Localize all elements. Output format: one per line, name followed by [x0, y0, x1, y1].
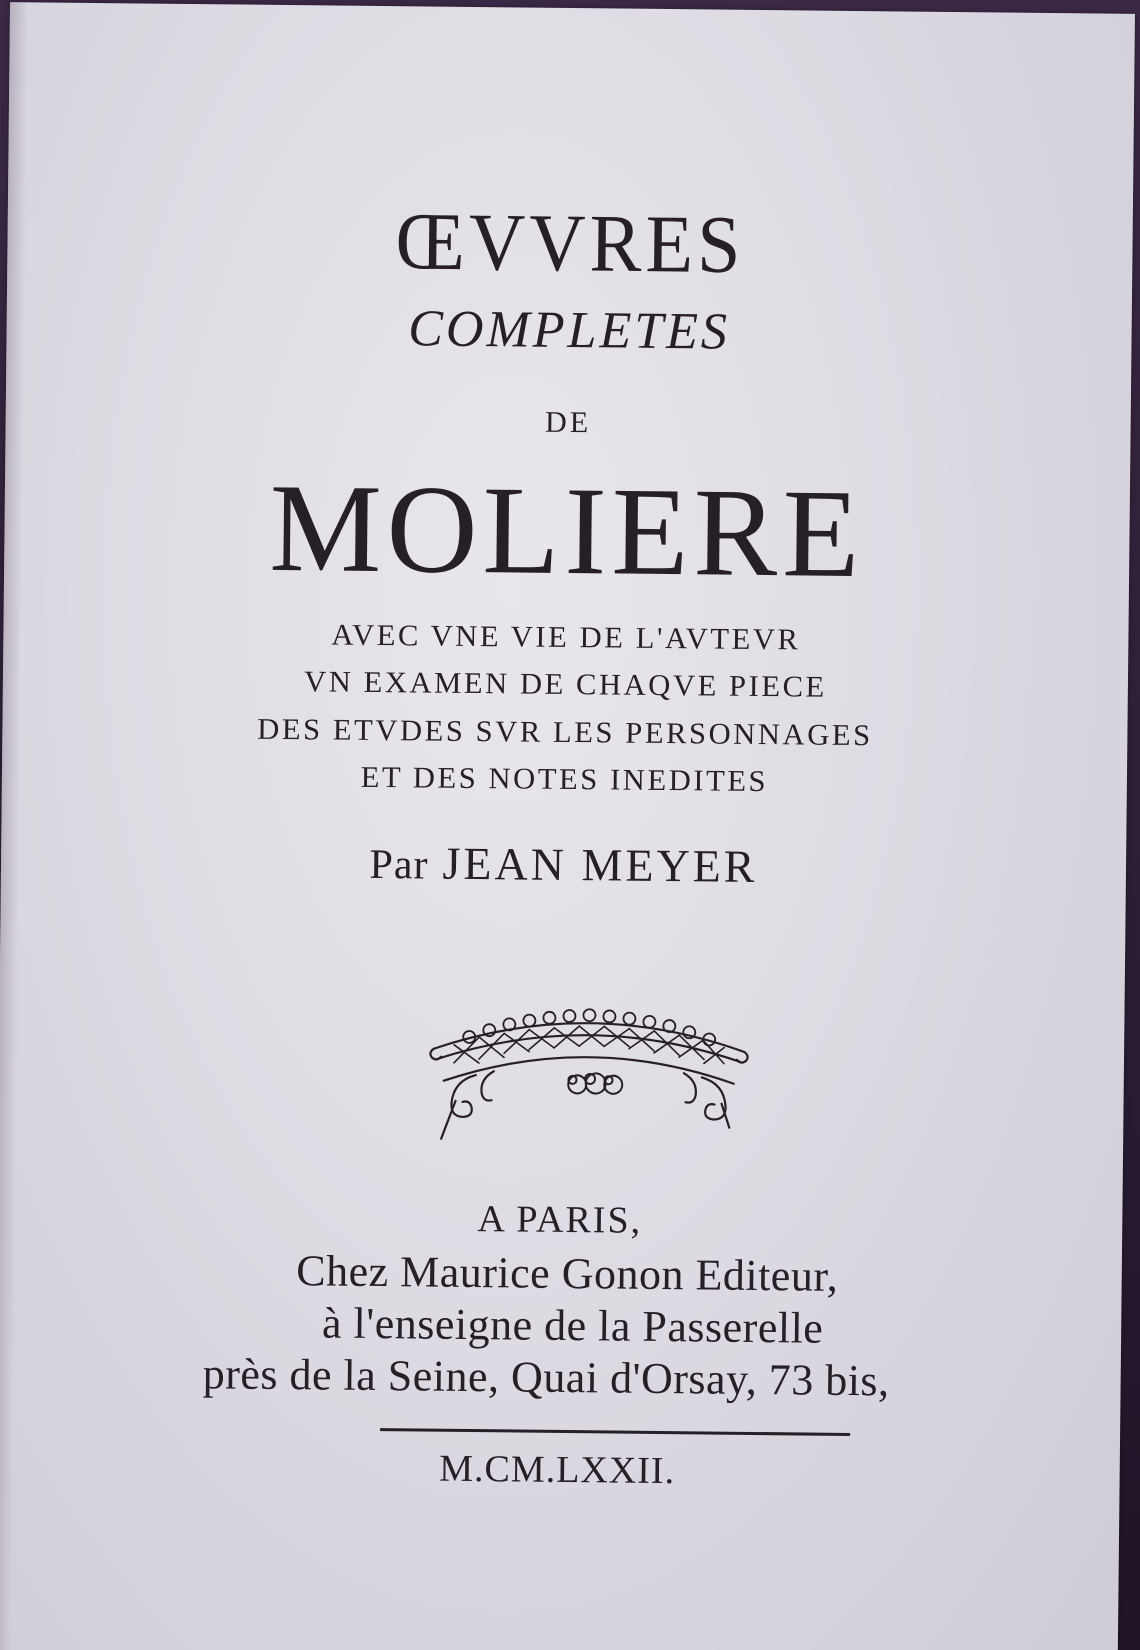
imprint-line-1: Chez Maurice Gonon Editeur,	[295, 1246, 839, 1301]
imprint-line-3: près de la Seine, Quai d'Orsay, 73 bis,	[202, 1349, 890, 1406]
subtitle-line-3: DES ETVDES SVR LES PERSONNAGES	[257, 712, 873, 753]
title-completes: COMPLETES	[407, 300, 731, 361]
byline-par: Par	[369, 841, 429, 889]
title-page	[0, 2, 1135, 1650]
subtitle-line-4: ET DES NOTES INEDITES	[360, 760, 769, 799]
subtitle-line-1: AVEC VNE VIE DE L'AVTEVR	[331, 618, 801, 657]
horizontal-rule	[380, 1428, 850, 1436]
wrought-iron-footbridge-ornament-icon	[423, 997, 755, 1145]
byline	[1, 832, 1126, 897]
author-title: MOLIERE	[268, 458, 866, 605]
title-de: DE	[544, 405, 592, 440]
byline-name: JEAN MEYER	[442, 837, 758, 892]
imprint-city: A PARIS,	[477, 1198, 643, 1242]
imprint-line-2: à l'enseigne de la Passerelle	[321, 1298, 824, 1353]
subtitle-line-2: VN EXAMEN DE CHAQVE PIECE	[303, 665, 827, 704]
title-oeuvres: ŒVVRES	[395, 194, 746, 290]
publication-year: M.CM.LXXII.	[439, 1447, 676, 1493]
